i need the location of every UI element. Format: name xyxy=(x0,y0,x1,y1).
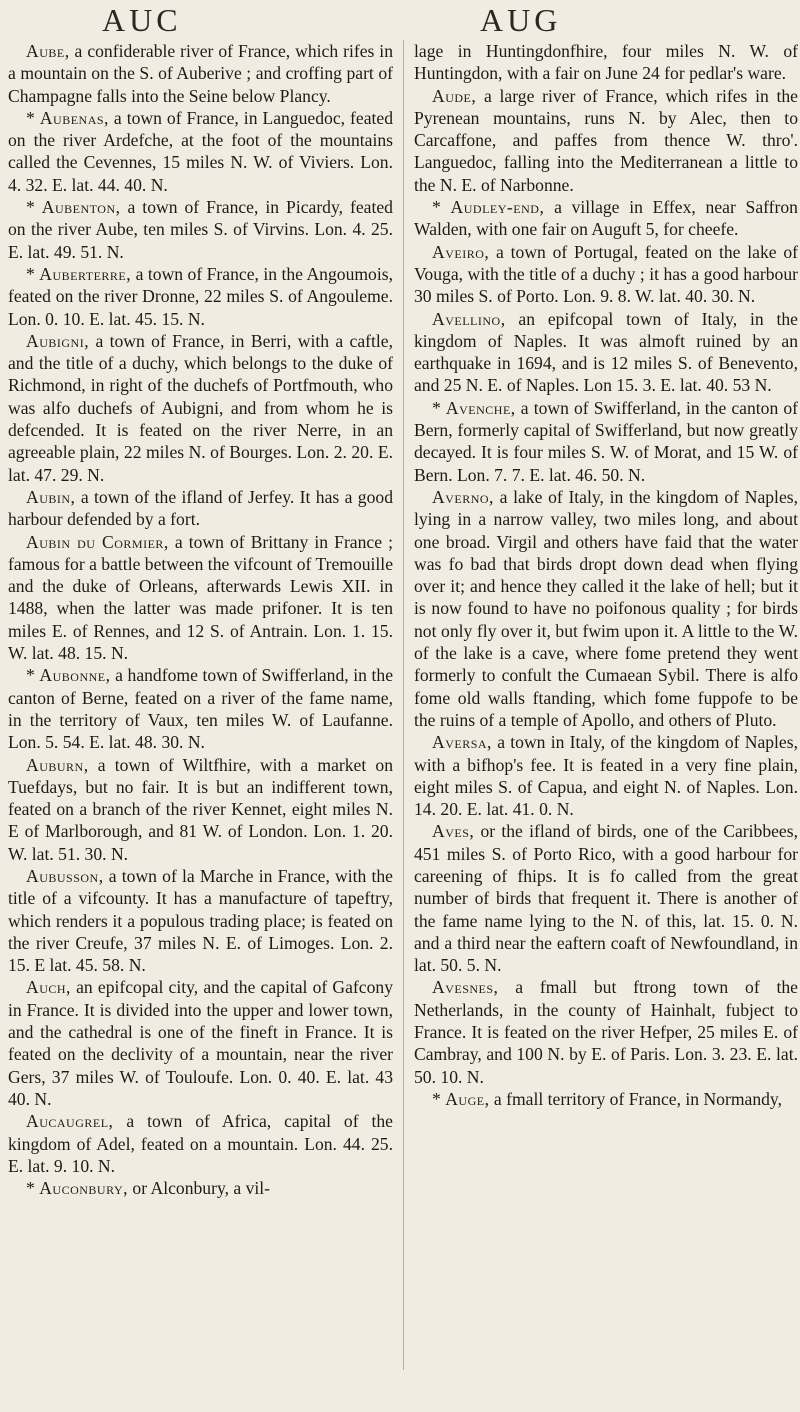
dictionary-entry xyxy=(8,865,393,976)
entry-text: a lake of Italy, in the kingdom of Naples, lying in a narrow valley, two miles long, and about one broad. Virgil and others have faid that the water was fo bad that birds dropt down dead when flying over it; and hence they called it the lake of hell; but it is now found to have no poifonous quality ; for birds not only fly over it, but fwim upon it. A little to the W. of the lake is a cave, where fome pretend they went formerly to confult the Cumaean Sybil. There is alfo fome old walls ftanding, which fome fuppofe to be the ruins of a temple of Apollo, and others of Pluto. xyxy=(414,486,798,730)
entry-headword: * Auberterre, xyxy=(26,263,132,284)
entry-text: a town of Wiltfhire, with a market on Tuefdays, but no fair. It is but an indifferent town, feated on a branch of the river Kennet, eight miles N. E of Marlborough, and 81 W. of London. Lon. 1. 20. W. lat. 51. 30. N. xyxy=(8,754,393,864)
header-left: AUC xyxy=(102,2,182,38)
entry-headword: Aversa, xyxy=(432,732,492,753)
dictionary-entry xyxy=(414,241,798,308)
dictionary-entry xyxy=(414,731,798,820)
entry-text: a handfome town of Swifferland, in the canton of Berne, feated on a river of the fame name, in the territory of Vaux, ten miles W. of Laufanne. Lon. 5. 54. E. lat. 48. 30. N. xyxy=(8,665,394,753)
dictionary-entry xyxy=(414,397,798,486)
entry-headword: Aveiro, xyxy=(432,241,490,262)
left-column xyxy=(8,40,393,1199)
dictionary-entry xyxy=(8,664,393,753)
dictionary-entry xyxy=(8,263,393,330)
entry-headword: * Audley-end, xyxy=(432,197,545,218)
dictionary-entry xyxy=(8,1177,393,1199)
entry-headword: Avesnes, xyxy=(432,977,499,998)
dictionary-entry xyxy=(8,1110,393,1177)
dictionary-entry xyxy=(8,330,393,486)
entry-text: a fmall but ftrong town of the Netherlands, in the county of Hainhalt, fubject to France. It is feated on the river Hefper, 25 miles E. of Cambray, and 100 N. by E. of Paris. Lon. 3. 23. E. lat. 50. 10. N. xyxy=(414,977,798,1087)
entry-text: a town of Africa, capital of the kingdom of Adel, feated on a mountain. Lon. 44. 25. E. lat. 9. 10. N. xyxy=(8,1111,393,1176)
entry-headword: Aubusson, xyxy=(26,865,104,886)
dictionary-entry xyxy=(414,40,798,85)
entry-text: a town of France, in Picardy, feated on the river Aube, ten miles S. of Virvins. Lon. 4. 25. E. lat. 49. 51. N. xyxy=(8,197,393,262)
entry-headword: Aude, xyxy=(432,85,477,106)
dictionary-entry xyxy=(414,976,798,1087)
dictionary-entry xyxy=(8,107,393,196)
running-header xyxy=(0,2,800,42)
entry-headword: Averno, xyxy=(432,486,494,507)
dictionary-entry xyxy=(414,486,798,731)
entry-headword: Avellino, xyxy=(432,308,506,329)
entry-text: a fmall territory of France, in Normandy, xyxy=(489,1088,782,1109)
dictionary-entry xyxy=(414,196,798,241)
entry-headword: * Aubonne, xyxy=(26,665,111,686)
entry-headword: * Avenche, xyxy=(432,397,516,418)
entry-text: or the ifland of birds, one of the Caribbees, 451 miles S. of Porto Rico, with a good harbour for careening of fhips. It is fo called from the great number of birds that frequent it. There is another of the fame name lying to the N. of this, lat. 15. 0. N. and a third near the eaftern coaft of Newfoundland, in lat. 50. 5. N. xyxy=(414,821,798,976)
dictionary-entry xyxy=(414,85,798,196)
entry-headword: * Auconbury, xyxy=(26,1178,129,1199)
entry-text: a town in Italy, of the kingdom of Naples, with a bifhop's fee. It is feated in a very fine plain, eight miles S. of Capua, and eight N. of Naples. Lon. 14. 20. E. lat. 41. 0. N. xyxy=(414,732,798,820)
dictionary-entry xyxy=(8,196,393,263)
entry-text: a village in Effex, near Saffron Walden, with one fair on Auguft 5, for cheefe. xyxy=(414,197,798,240)
entry-headword: Auch, xyxy=(26,977,71,998)
entry-text: a town of Portugal, feated on the lake of Vouga, with the title of a duchy ; it has a good harbour 30 miles S. of Porto. Lon. 9. 8. W. lat. 40. 30. N. xyxy=(414,241,798,307)
dictionary-entry xyxy=(414,308,798,397)
header-right: AUG xyxy=(480,2,562,38)
entry-text: a town of the ifland of Jerfey. It has a good harbour defended by a fort. xyxy=(8,486,393,530)
dictionary-entry xyxy=(8,531,393,665)
entry-headword: Aubigni, xyxy=(26,330,90,351)
entry-text: an epifcopal town of Italy, in the kingdom of Naples. It was almoft ruined by an earthquake in 1694, and is 12 miles S. of Benevento, and 25 N. E. of Naples. Lon 15. 3. E. lat. 40. 53 N. xyxy=(414,308,798,396)
entry-headword: Auburn, xyxy=(26,754,89,775)
dictionary-entry xyxy=(414,820,798,976)
column-divider xyxy=(403,40,404,1370)
entry-text: an epifcopal city, and the capital of Gafcony in France. It is divided into the upper and lower town, and the cathedral is one of the fineft in France. It is feated on the declivity of a mountain, near the river Gers, 37 miles W. of Touloufe. Lon. 0. 40. E. lat. 43 40. N. xyxy=(8,977,393,1109)
entry-text: a confiderable river of France, which rifes in a mountain on the S. of Auberive ; and croffing part of Champagne falls into the Seine below Plancy. xyxy=(8,41,393,106)
entry-headword: Aves, xyxy=(432,821,475,842)
entry-headword: * Aubenton, xyxy=(26,197,121,218)
right-column xyxy=(414,40,798,1110)
dictionary-entry xyxy=(8,754,393,865)
entry-headword: * Auge, xyxy=(432,1088,490,1109)
dictionary-entry xyxy=(414,1088,798,1110)
entry-text: a town of France, in Berri, with a caftle, and the title of a duchy, which belongs to the duke of Richmond, in right of the duchefs of Portfmouth, who was alfo duchefs of Aubigni, and from whom he is defcended. It is feated on the river Nerre, in an agreeable plain, 22 miles N. of Bourges. Lon. 2. 20. E. lat. 47. 29. N. xyxy=(8,330,393,485)
entry-text: a large river of France, which rifes in the Pyrenean mountains, runs N. by Alec, then to Carcaffone, and paffes from thence W. thro'. Languedoc, falling into the Mediterranean a little to the N. E. of Narbonne. xyxy=(414,85,798,195)
entry-text: lage in Huntingdonfhire, four miles N. W. of Huntingdon, with a fair on June 24 for pedlar's ware. xyxy=(414,41,798,84)
dictionary-entry xyxy=(8,976,393,1110)
entry-text: a town of France, in the Angoumois, feated on the river Dronne, 22 miles S. of Angouleme. Lon. 0. 10. E. lat. 45. 15. N. xyxy=(8,263,393,329)
dictionary-entry xyxy=(8,486,393,531)
entry-headword: Aucaugrel, xyxy=(26,1111,114,1132)
entry-headword: Aubin, xyxy=(26,486,76,507)
entry-text: a town of Swifferland, in the canton of Bern, formerly capital of Swifferland, but now greatly decayed. It is four miles S. W. of Morat, and 15 W. of Bern. Lon. 7. 7. E. lat. 46. 50. N. xyxy=(414,397,798,485)
dictionary-entry xyxy=(8,40,393,107)
entry-text: a town of la Marche in France, with the title of a vifcounty. It has a manufacture of tapeftry, which renders it a populous trading place; is feated on the river Creufe, 37 miles N. E. of Limoges. Lon. 2. 15. E lat. 45. 58. N. xyxy=(8,865,393,976)
entry-text: a town of Brittany in France ; famous for a battle between the vifcount of Tremouille and the duke of Orleans, afterwards Lewis XII. in 1488, when the latter was made prifoner. It is ten miles E. of Rennes, and 12 S. of Antrain. Lon. 1. 15. W. lat. 48. 15. N. xyxy=(8,531,394,664)
entry-text: a town of France, in Languedoc, feated on the river Ardefche, at the foot of the mountains called the Cevennes, 15 miles N. W. of Viviers. Lon. 4. 32. E. lat. 44. 40. N. xyxy=(8,107,393,195)
entry-text: or Alconbury, a vil- xyxy=(128,1178,271,1199)
entry-headword: Aubin du Cormier, xyxy=(26,531,169,552)
entry-headword: Aube, xyxy=(26,41,70,61)
entry-headword: * Aubenas, xyxy=(26,107,109,128)
